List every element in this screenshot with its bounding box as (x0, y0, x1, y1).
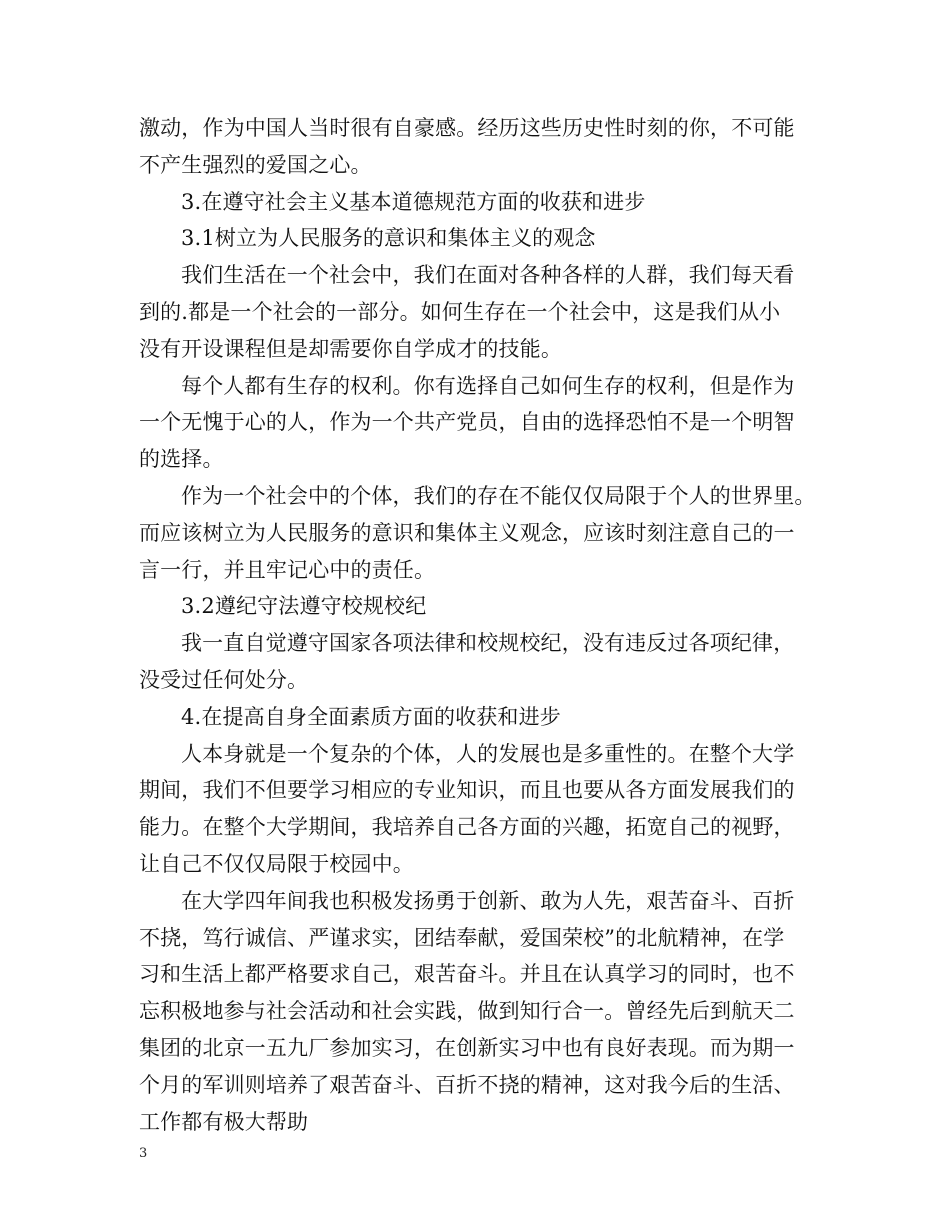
text-line: 习和生活上都严格要求自己，艰苦奋斗。并且在认真学习的同时，也不 (139, 962, 795, 987)
text-line: 我们生活在一个社会中，我们在面对各种各样的人群，我们每天看 (181, 263, 795, 288)
text-line: 期间，我们不但要学习相应的专业知识，而且也要从各方面发展我们的 (139, 778, 795, 803)
section-heading-3: 3.在遵守社会主义基本道德规范方面的收获和进步 (181, 189, 646, 214)
text-line: 让自己不仅仅局限于校园中。 (139, 851, 414, 876)
text-line: 作为一个社会中的个体，我们的存在不能仅仅局限于个人的世界里。 (181, 483, 816, 508)
text-line: 一个无愧于心的人，作为一个共产党员，自由的选择恐怕不是一个明智 (139, 410, 795, 435)
text-line: 能力。在整个大学期间，我培养自己各方面的兴趣，拓宽自己的视野， (139, 815, 795, 840)
text-line: 不产生强烈的爱国之心。 (139, 152, 372, 177)
text-line: 的选择。 (139, 447, 224, 472)
text-line: 忘积极地参与社会活动和社会实践，做到知行合一。曾经先后到航天二 (139, 999, 795, 1024)
text-line: 在大学四年间我也积极发扬勇于创新、敢为人先，艰苦奋斗、百折 (181, 888, 795, 913)
section-heading-4: 4.在提高自身全面素质方面的收获和进步 (181, 704, 561, 729)
text-line: 没受过任何处分。 (139, 667, 309, 692)
text-line: 激动，作为中国人当时很有自豪感。经历这些历史性时刻的你，不可能 (139, 116, 795, 140)
document-body (139, 110, 829, 1140)
text-line: 没有开设课程但是却需要你自学成才的技能。 (139, 336, 562, 361)
text-line: 言一行，并且牢记心中的责任。 (139, 557, 436, 582)
text-line: 不挠，笃行诚信、严谨求实，团结奉献，爱国荣校”的北航精神，在学 (139, 925, 785, 950)
subsection-heading-3-2: 3.2遵纪守法遵守校规校纪 (181, 594, 427, 619)
text-line: 个月的军训则培养了艰苦奋斗、百折不挠的精神，这对我今后的生活、 (139, 1072, 795, 1097)
text-line: 到的.都是一个社会的一部分。如何生存在一个社会中，这是我们从小 (139, 299, 781, 324)
text-line: 而应该树立为人民服务的意识和集体主义观念，应该时刻注意自己的一 (139, 520, 795, 545)
text-line: 每个人都有生存的权利。你有选择自己如何生存的权利，但是作为 (181, 373, 795, 398)
text-line: 集团的北京一五九厂参加实习，在创新实习中也有良好表现。而为期一 (139, 1035, 795, 1060)
text-line: 工作都有极大帮助 (139, 1109, 309, 1134)
text-line: 我一直自觉遵守国家各项法律和校规校纪，没有违反过各项纪律， (181, 631, 795, 656)
text-line: 人本身就是一个复杂的个体，人的发展也是多重性的。在整个大学 (181, 741, 795, 766)
subsection-heading-3-1: 3.1树立为人民服务的意识和集体主义的观念 (181, 226, 596, 251)
page-number: 3 (139, 1146, 148, 1161)
